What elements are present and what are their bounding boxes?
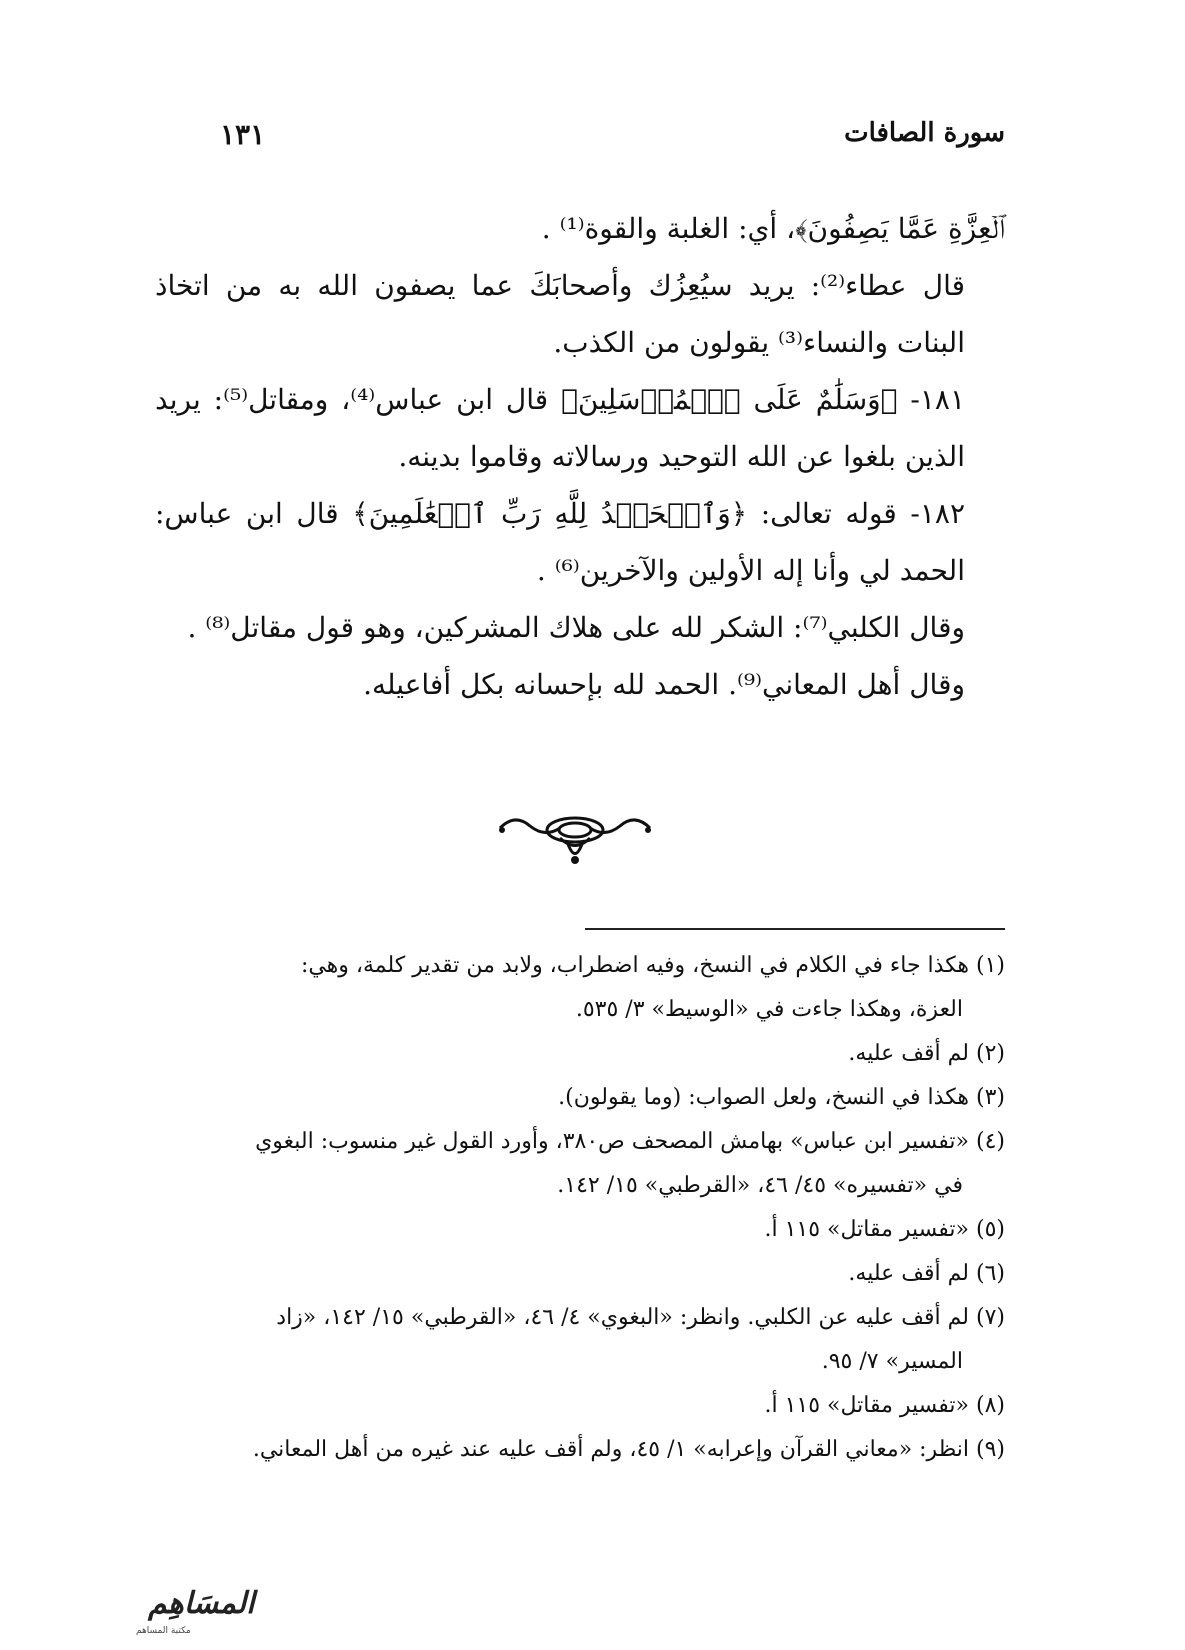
- footnote-text: لم أقف عليه.: [848, 1041, 969, 1066]
- footnote-text: لم أقف عليه عن الكلبي. وانظر: «البغوي» ٤/ ٤٦، «القرطبي» ١٥/ ١٤٢، «زاد: [276, 1305, 969, 1330]
- paragraph-4: ١٨٢- قوله تعالى: ﴿وَٱلۡحَمۡدُ لِلَّهِ رَبِّ ٱلۡعَٰلَمِينَ﴾ قال ابن عباس: الحمد لي وأنا إله الأولين والآخرين⁽⁶⁾ .: [155, 497, 965, 587]
- paragraph-3: ١٨١- ﴿وَسَلَٰمٌ عَلَى ٱلۡمُرۡسَلِينَ﴾ قال ابن عباس⁽⁴⁾، ومقاتل⁽⁵⁾: يريد الذين بلغوا عن الله التوحيد ورسالاته وقاموا بدينه.: [155, 383, 965, 473]
- footnote-2: [155, 1032, 1005, 1076]
- footnote-marker: (٥): [975, 1217, 1005, 1242]
- footnote-8: [155, 1384, 1005, 1428]
- footnote-4-continuation: في «تفسيره» ٤٥/ ٤٦، «القرطبي» ١٥/ ١٤٢.: [557, 1173, 963, 1198]
- footnote-7: [155, 1296, 1005, 1340]
- footnote-separator: [585, 928, 1005, 930]
- footnote-5: [155, 1208, 1005, 1252]
- footnote-7-continuation: المسير» ٧/ ٩٥.: [821, 1349, 963, 1374]
- main-text: [155, 200, 1005, 713]
- footnote-1: [155, 944, 1005, 988]
- footnote-marker: (٧): [975, 1305, 1005, 1330]
- decorative-ornament-icon: [490, 808, 660, 868]
- footnote-text: انظر: «معاني القرآن وإعرابه» ١/ ٤٥، ولم أقف عليه عند غيره من أهل المعاني.: [252, 1437, 969, 1462]
- page-number: ١٣١: [220, 118, 266, 151]
- paragraph-2: قال عطاء⁽²⁾: يريد سيُعِزُك وأصحابَكَ عما يصفون الله به من اتخاذ البنات والنساء⁽³⁾ يقولون من الكذب.: [155, 269, 965, 359]
- footnote-marker: (٨): [975, 1393, 1005, 1418]
- footnote-text: هكذا جاء في الكلام في النسخ، وفيه اضطراب، ولابد من تقدير كلمة، وهي:: [300, 953, 969, 978]
- stamp-text: المسَاهِم: [148, 1586, 255, 1621]
- footnote-9: [155, 1428, 1005, 1472]
- paragraph-1: ﭐلۡعِزَّةِ عَمَّا يَصِفُونَ﴾، أي: الغلبة والقوة⁽¹⁾ .: [541, 212, 1005, 245]
- footnote-marker: (٦): [975, 1261, 1005, 1286]
- footnote-text: «تفسير مقاتل» ١١٥ أ.: [764, 1217, 969, 1242]
- stamp-subtext: مكتبة المساهم: [136, 1626, 191, 1636]
- paragraph-5: وقال الكلبي⁽⁷⁾: الشكر لله على هلاك المشركين، وهو قول مقاتل⁽⁸⁾ .: [187, 611, 965, 644]
- footnote-1-continuation: العزة، وهكذا جاءت في «الوسيط» ٣/ ٥٣٥.: [575, 997, 963, 1022]
- footnote-text: «تفسير مقاتل» ١١٥ أ.: [764, 1393, 969, 1418]
- paragraph-6: وقال أهل المعاني⁽⁹⁾. الحمد لله بإحسانه بكل أفاعيله.: [363, 668, 965, 701]
- footnote-marker: (٢): [975, 1041, 1005, 1066]
- footnote-3: [155, 1076, 1005, 1120]
- footnote-marker: (١): [975, 953, 1005, 978]
- library-stamp-logo: [18, 1575, 255, 1640]
- footnotes: [155, 944, 1005, 1472]
- running-title: سورة الصافات: [844, 118, 1005, 148]
- footnote-marker: (٣): [975, 1085, 1005, 1110]
- footnote-text: «تفسير ابن عباس» بهامش المصحف ص٣٨٠، وأورد القول غير منسوب: البغوي: [255, 1129, 969, 1154]
- footnote-text: هكذا في النسخ، ولعل الصواب: (وما يقولون).: [558, 1085, 969, 1110]
- page-header: [200, 118, 1005, 168]
- footnote-6: [155, 1252, 1005, 1296]
- footnote-marker: (٤): [975, 1129, 1005, 1154]
- footnote-marker: (٩): [975, 1437, 1005, 1462]
- footnote-4: [155, 1120, 1005, 1164]
- footnote-text: لم أقف عليه.: [848, 1261, 969, 1286]
